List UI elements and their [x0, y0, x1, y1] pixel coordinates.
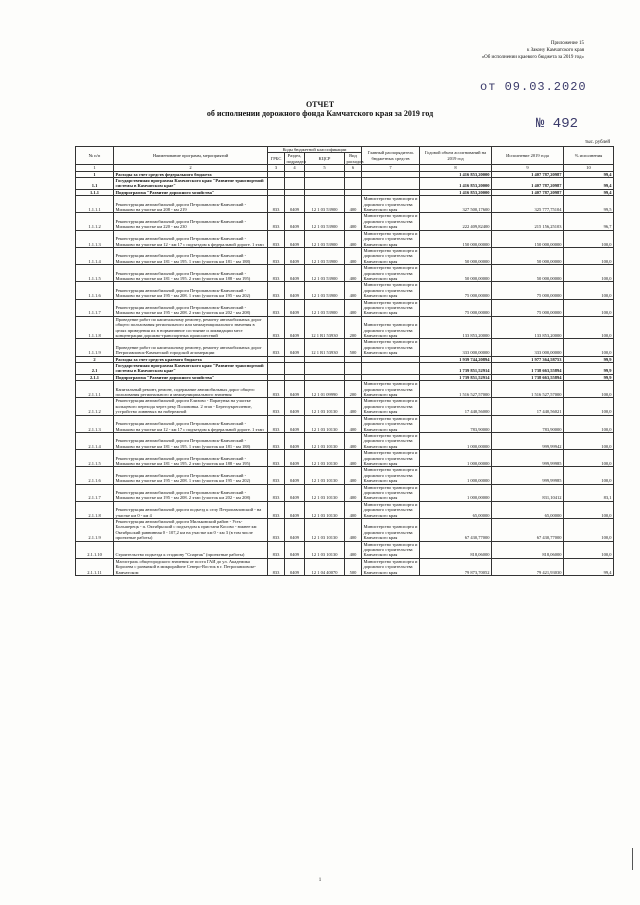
cell-name: Реконструкция автомобильной дороги Петропавловск-Камчатский - Мильково на участке км 208 - км 219	[114, 196, 268, 213]
table-row	[76, 213, 614, 230]
cell-num: 2.1	[76, 363, 114, 375]
cell-vr: 400	[345, 282, 362, 299]
table-row	[76, 541, 614, 558]
cell-name: Реконструкция автомобильной дороги Петропавловск-Камчатский - Мильково на участке км 181 - км 195. 2 этап (участок км 188 - км 195)	[114, 450, 268, 467]
col-vr: Вид расходов	[346, 153, 364, 164]
cell-razd: 0409	[285, 196, 305, 213]
cell-pct: 100,0	[564, 247, 614, 264]
cell-name: Реконструкция автомобильной дороги Петропавловск-Камчатский - Мильково на участке км 220 - км 230	[114, 213, 268, 230]
cell-num: 1.1.1.9	[76, 339, 114, 356]
col-exec: Исполнение 2019 года	[492, 147, 564, 165]
column-number: 8	[420, 165, 492, 171]
cell-total: 327 500,17600	[420, 196, 492, 213]
cell-vr: 400	[345, 196, 362, 213]
cell-grbs: 833	[268, 432, 285, 449]
cell-rec: Министерство транспорта и дорожного строительства Камчатского края	[362, 299, 420, 316]
cell-rec: Министерство транспорта и дорожного строительства Камчатского края	[362, 381, 420, 398]
cell-num: 1.1.1.7	[76, 299, 114, 316]
cell-name: Реконструкция автомобильной дороги подъезд к селу Петропавловский - на участке км 0 - км 4	[114, 501, 268, 518]
cell-razd: 0409	[285, 339, 305, 356]
cell-grbs	[268, 363, 285, 375]
cell-name: Реконструкция автомобильной дороги Петропавловск-Камчатский - Мильково на участке км 181 - км 195. 1 этап (участок км 181 - км 188)	[114, 432, 268, 449]
cell-num: 1.1.1.3	[76, 230, 114, 247]
cell-pct: 100,0	[564, 415, 614, 432]
cell-grbs: 833	[268, 299, 285, 316]
cell-razd: 0409	[285, 381, 305, 398]
table-row	[76, 501, 614, 518]
table-row	[76, 484, 614, 501]
cell-pct: 100,0	[564, 299, 614, 316]
cell-razd: 0409	[285, 415, 305, 432]
cell-pct: 100,0	[564, 398, 614, 415]
cell-name: Реконструкция автомобильной дороги Петропавловск-Камчатский - Мильково на участке км 195 - км 208. 2 этап (участок км 202 - км 208)	[114, 299, 268, 316]
cell-csr	[305, 178, 345, 190]
unit-label: тыс. рублей	[585, 140, 610, 145]
cell-grbs: 833	[268, 230, 285, 247]
cell-num: 2.1.1.3	[76, 415, 114, 432]
cell-razd: 0409	[285, 467, 305, 484]
cell-total: 222 409,82400	[420, 213, 492, 230]
table-row	[76, 299, 614, 316]
cell-csr: 12 1 03 10130	[305, 398, 345, 415]
cell-name: Расходы за счет средств краевого бюджета	[114, 356, 268, 362]
cell-vr: 500	[345, 339, 362, 356]
cell-name: Реконструкция автомобильной дороги Елизово - Паратунка на участке кольцевого перехода через реку Половинка. 2 этап - Берегоукрепление, устройство ливневых на набережной	[114, 398, 268, 415]
cell-pct: 100,0	[564, 265, 614, 282]
header-line-1: Приложение 15	[550, 41, 584, 46]
table-row	[76, 282, 614, 299]
cell-vr: 400	[345, 398, 362, 415]
cell-razd	[285, 178, 305, 190]
header-line-3: «Об исполнении краевого бюджета за 2019 год»	[481, 55, 584, 60]
cell-vr: 400	[345, 299, 362, 316]
column-number: 4	[285, 165, 305, 171]
cell-pct: 99,4	[564, 189, 614, 195]
cell-rec: Министерство транспорта и дорожного строительства Камчатского края	[362, 501, 420, 518]
cell-exec: 999,99942	[492, 432, 564, 449]
cell-num: 2.1.1	[76, 374, 114, 380]
cell-pct: 100,0	[564, 230, 614, 247]
cell-rec: Министерство транспорта и дорожного строительства Камчатского края	[362, 398, 420, 415]
cell-pct: 100,0	[564, 282, 614, 299]
cell-num: 1.1.1.8	[76, 316, 114, 339]
cell-grbs	[268, 178, 285, 190]
cell-vr: 400	[345, 415, 362, 432]
cell-num: 2.1.1.10	[76, 541, 114, 558]
cell-rec: Министерство транспорта и дорожного строительства Камчатского края	[362, 484, 420, 501]
cell-grbs: 833	[268, 541, 285, 558]
cell-csr: 12 1 03 53900	[305, 265, 345, 282]
cell-csr: 12 1 04 40070	[305, 558, 345, 575]
cell-exec: 65,00000	[492, 501, 564, 518]
cell-exec: 50 000,00000	[492, 247, 564, 264]
cell-vr: 200	[345, 316, 362, 339]
cell-name: Магистраль общегородского значения от поста ГАИ до ул. Академика Королева с развязкой в микрорайоне Северо-Восток в г. Петропавловске-Камчатском	[114, 558, 268, 575]
cell-csr: 12 1 03 53900	[305, 196, 345, 213]
cell-rec: Министерство транспорта и дорожного строительства Камчатского края	[362, 282, 420, 299]
cell-csr: 12 1 R1 53930	[305, 339, 345, 356]
cell-csr: 12 1 01 09990	[305, 381, 345, 398]
cell-total: 1 516 527,57000	[420, 381, 492, 398]
cell-csr: 12 1 03 53900	[305, 299, 345, 316]
cell-total: 1 000,00000	[420, 484, 492, 501]
column-number: 5	[305, 165, 345, 171]
cell-pct: 100,0	[564, 541, 614, 558]
cell-name: Реконструкция автомобильной дороги Петропавловск-Камчатский - Мильково на участке км 181 - км 195. 2 этап (участок км 188 - км 195)	[114, 265, 268, 282]
table-row	[76, 196, 614, 213]
cell-name: Государственная программа Камчатского края "Развитие транспортной системы в Камчатском крае"	[114, 363, 268, 375]
col-csr: КЦСР	[305, 153, 345, 165]
column-number: 2	[114, 165, 268, 171]
cell-exec: 215 156,25103	[492, 213, 564, 230]
cell-vr: 400	[345, 450, 362, 467]
cell-exec: 783,90000	[492, 415, 564, 432]
cell-razd: 0409	[285, 558, 305, 575]
cell-grbs: 833	[268, 484, 285, 501]
cell-exec: 50 000,00000	[492, 265, 564, 282]
cell-exec: 1 738 663,55894	[492, 374, 564, 380]
cell-total: 1 416 853,20000	[420, 189, 492, 195]
cell-razd: 0409	[285, 213, 305, 230]
cell-name: Реконструкция автомобильной дороги Петропавловск-Камчатский - Мильково на участке км 12 - км 17 с подъездом к федеральной дороге. 1 этап	[114, 415, 268, 432]
cell-num: 1.1.1.6	[76, 282, 114, 299]
cell-total: 333 000,00000	[420, 339, 492, 356]
cell-exec: 17 440,56021	[492, 398, 564, 415]
cell-total: 79 873,70052	[420, 558, 492, 575]
table-row	[76, 558, 614, 575]
header-row-1	[76, 147, 614, 153]
cell-pct: 96,7	[564, 213, 614, 230]
cell-total: 1 416 853,20000	[420, 178, 492, 190]
cell-total: 1 000,00000	[420, 450, 492, 467]
col-codes: Коды бюджетной классификации	[268, 147, 362, 153]
cell-vr: 400	[345, 501, 362, 518]
cell-num: 1.1	[76, 178, 114, 190]
table-row	[76, 398, 614, 415]
cell-vr: 400	[345, 519, 362, 542]
cell-exec: 818,06000	[492, 541, 564, 558]
cell-pct: 100,0	[564, 316, 614, 339]
cell-razd: 0409	[285, 299, 305, 316]
cell-vr: 400	[345, 230, 362, 247]
cell-csr: 12 1 R1 53930	[305, 316, 345, 339]
cell-exec: 1 407 787,20987	[492, 178, 564, 190]
cell-csr: 12 1 03 10130	[305, 541, 345, 558]
cell-razd: 0409	[285, 501, 305, 518]
table-row	[76, 247, 614, 264]
cell-rec: Министерство транспорта и дорожного строительства Камчатского края	[362, 415, 420, 432]
cell-grbs: 833	[268, 213, 285, 230]
cell-rec: Министерство транспорта и дорожного строительства Камчатского края	[362, 316, 420, 339]
cell-exec: 831,10412	[492, 484, 564, 501]
cell-num: 1	[76, 171, 114, 177]
table-row	[76, 467, 614, 484]
cell-exec: 333 000,00000	[492, 339, 564, 356]
cell-exec: 1 977 364,58753	[492, 356, 564, 362]
cell-name: Проведение работ по капитальному ремонту, ремонту автомобильных дорог Петропавловск-Камчатской городской агломерации	[114, 339, 268, 356]
table-row	[76, 519, 614, 542]
cell-razd: 0409	[285, 450, 305, 467]
cell-rec: Министерство транспорта и дорожного строительства Камчатского края	[362, 558, 420, 575]
cell-total: 1 000,00000	[420, 432, 492, 449]
cell-total: 50 000,00000	[420, 265, 492, 282]
table-row	[76, 432, 614, 449]
cell-num: 2.1.1.2	[76, 398, 114, 415]
cell-name: Реконструкция автомобильной дороги Петропавловск-Камчатский - Мильково на участке км 12 - км 17 с подъездом к федеральной дороге. 1 этап	[114, 230, 268, 247]
col-total: Годовой объем ассигнований на 2019 год	[420, 147, 492, 165]
table-row	[76, 265, 614, 282]
cell-name: Расходы за счет средств федерального бюджета	[114, 171, 268, 177]
cell-rec: Министерство транспорта и дорожного строительства Камчатского края	[362, 450, 420, 467]
cell-vr: 400	[345, 247, 362, 264]
cell-total: 50 000,00000	[420, 247, 492, 264]
cell-name: Реконструкция автомобильной дороги Петропавловск-Камчатский - Мильково на участке км 195 - км 208. 1 этап (участок км 195 - км 202)	[114, 282, 268, 299]
cell-rec: Министерство транспорта и дорожного строительства Камчатского края	[362, 467, 420, 484]
cell-csr: 12 1 03 10130	[305, 467, 345, 484]
col-num: № п/п	[76, 147, 114, 165]
table-body	[76, 171, 614, 575]
table-row	[76, 316, 614, 339]
cell-vr: 400	[345, 432, 362, 449]
header-block	[394, 40, 584, 61]
cell-razd: 0409	[285, 265, 305, 282]
cell-total: 1 739 851,52914	[420, 363, 492, 375]
cell-grbs: 833	[268, 501, 285, 518]
table-row	[76, 230, 614, 247]
cell-pct: 99,9	[564, 363, 614, 375]
table-row	[76, 363, 614, 375]
cell-vr: 200	[345, 381, 362, 398]
cell-grbs: 833	[268, 519, 285, 542]
table-row	[76, 450, 614, 467]
cell-rec: Министерство транспорта и дорожного строительства Камчатского края	[362, 265, 420, 282]
cell-total: 1 739 851,52914	[420, 374, 492, 380]
cell-num: 2.1.1.6	[76, 467, 114, 484]
cell-name: Проведение работ по капитальному ремонту, ремонту автомобильных дорог общего пользования регионального или межмуниципального значения в целях приведения их в нормативное состояние и ликвидации мест концентрации дорожно-транспортных происшествий	[114, 316, 268, 339]
cell-total: 150 000,00000	[420, 230, 492, 247]
cell-name: Реконструкция автомобильной дороги Петропавловск-Камчатский - Мильково на участке км 181 - км 195. 1 этап (участок км 181 - км 188)	[114, 247, 268, 264]
fund-table	[75, 146, 614, 576]
cell-csr: 12 1 03 10130	[305, 519, 345, 542]
cell-pct: 99,9	[564, 374, 614, 380]
cell-exec: 79 421,93030	[492, 558, 564, 575]
column-number: 3	[268, 165, 285, 171]
cell-exec: 1 738 663,55894	[492, 363, 564, 375]
cell-csr: 12 1 03 53900	[305, 213, 345, 230]
cell-csr: 12 1 03 53900	[305, 282, 345, 299]
column-number: 7	[362, 165, 420, 171]
cell-pct: 99,9	[564, 356, 614, 362]
cell-csr: 12 1 03 53900	[305, 230, 345, 247]
cell-name: Реконструкция автомобильной дороги Петропавловск-Камчатский - Мильково на участке км 195 - км 208. 1 этап (участок км 195 - км 202)	[114, 467, 268, 484]
cell-razd: 0409	[285, 519, 305, 542]
cell-vr	[345, 178, 362, 190]
cell-exec: 999,99985	[492, 467, 564, 484]
cell-vr	[345, 363, 362, 375]
cell-grbs: 833	[268, 339, 285, 356]
cell-total: 818,06000	[420, 541, 492, 558]
cell-grbs: 833	[268, 247, 285, 264]
column-number: 1	[76, 165, 114, 171]
cell-num: 2.1.1.9	[76, 519, 114, 542]
cell-exec: 67 430,77000	[492, 519, 564, 542]
cell-name: Подпрограмма "Развитие дорожного хозяйства"	[114, 374, 268, 380]
col-name: Наименование программ, мероприятий	[114, 147, 268, 165]
cell-csr	[305, 363, 345, 375]
cell-exec: 999,99985	[492, 450, 564, 467]
title-line-1: ОТЧЕТ	[305, 100, 335, 109]
cell-pct: 100,0	[564, 381, 614, 398]
cell-exec: 1 516 527,57000	[492, 381, 564, 398]
cell-num: 2.1.1.1	[76, 381, 114, 398]
cell-rec: Министерство транспорта и дорожного строительства Камчатского края	[362, 339, 420, 356]
cell-rec: Министерство транспорта и дорожного строительства Камчатского края	[362, 519, 420, 542]
cell-exec: 75 000,00000	[492, 299, 564, 316]
page-number: 1	[318, 878, 322, 883]
cell-total: 783,90000	[420, 415, 492, 432]
cell-name: Государственная программа Камчатского края "Развитие транспортной системы в Камчатском крае"	[114, 178, 268, 190]
cell-num: 2.1.1.7	[76, 484, 114, 501]
cell-name: Капитальный ремонт, ремонт, содержание автомобильных дорог общего пользования регионального и межмуниципального значения	[114, 381, 268, 398]
cell-pct: 99,4	[564, 171, 614, 177]
cell-rec: Министерство транспорта и дорожного строительства Камчатского края	[362, 213, 420, 230]
cell-razd: 0409	[285, 432, 305, 449]
cell-rec: Министерство транспорта и дорожного строительства Камчатского края	[362, 230, 420, 247]
cell-vr: 500	[345, 558, 362, 575]
number-stamp: № 492	[536, 116, 579, 132]
col-pct: % исполнения	[564, 147, 614, 165]
cell-razd: 0409	[285, 316, 305, 339]
cell-pct: 99,5	[564, 196, 614, 213]
cell-razd: 0409	[285, 541, 305, 558]
cell-rec	[362, 178, 420, 190]
cell-total: 65,00000	[420, 501, 492, 518]
column-number: 6	[345, 165, 362, 171]
cell-total: 75 000,00000	[420, 282, 492, 299]
cell-grbs: 833	[268, 398, 285, 415]
cell-num: 2	[76, 356, 114, 362]
cell-rec	[362, 363, 420, 375]
cell-grbs: 833	[268, 558, 285, 575]
table-row	[76, 415, 614, 432]
table-row	[76, 178, 614, 190]
cell-pct: 99,4	[564, 178, 614, 190]
cell-csr: 12 1 03 10130	[305, 501, 345, 518]
cell-pct: 99,4	[564, 558, 614, 575]
cell-num: 2.1.1.8	[76, 501, 114, 518]
cell-vr: 400	[345, 484, 362, 501]
cell-vr: 400	[345, 213, 362, 230]
cell-pct: 100,0	[564, 339, 614, 356]
cell-pct: 100,0	[564, 501, 614, 518]
col-grbs: ГРБС	[268, 153, 285, 165]
cell-exec: 1 407 787,20987	[492, 171, 564, 177]
cell-rec: Министерство транспорта и дорожного строительства Камчатского края	[362, 541, 420, 558]
cell-razd	[285, 363, 305, 375]
cell-grbs: 833	[268, 467, 285, 484]
cell-razd: 0409	[285, 247, 305, 264]
cell-grbs: 833	[268, 282, 285, 299]
cell-razd: 0409	[285, 230, 305, 247]
cell-pct: 100,0	[564, 467, 614, 484]
cell-grbs: 833	[268, 415, 285, 432]
cell-num: 2.1.1.5	[76, 450, 114, 467]
cell-pct: 100,0	[564, 519, 614, 542]
cell-grbs: 833	[268, 450, 285, 467]
col-recipient: Главный распорядитель бюджетных средств	[362, 147, 420, 165]
cell-pct: 83,1	[564, 484, 614, 501]
cell-total: 1 939 744,20894	[420, 356, 492, 362]
cell-vr: 400	[345, 541, 362, 558]
cell-num: 1.1.1.4	[76, 247, 114, 264]
document-title	[0, 100, 640, 118]
cell-grbs: 833	[268, 196, 285, 213]
cell-exec: 133 853,20000	[492, 316, 564, 339]
cell-grbs: 833	[268, 381, 285, 398]
cell-total: 67 430,77000	[420, 519, 492, 542]
cell-num: 2.1.1.11	[76, 558, 114, 575]
cell-vr: 400	[345, 265, 362, 282]
cell-pct: 100,0	[564, 432, 614, 449]
cell-csr: 12 1 03 10130	[305, 450, 345, 467]
cell-vr: 400	[345, 467, 362, 484]
cell-name: Подпрограмма "Развитие дорожного хозяйства"	[114, 189, 268, 195]
cell-num: 2.1.1.4	[76, 432, 114, 449]
cell-grbs: 833	[268, 316, 285, 339]
cell-razd: 0409	[285, 282, 305, 299]
cell-num: 1.1.1.2	[76, 213, 114, 230]
column-number: 9	[492, 165, 564, 171]
cell-name: Строительство подъезда к стадиону "Спартак" (проектные работы)	[114, 541, 268, 558]
cell-razd: 0409	[285, 484, 305, 501]
column-number: 10	[564, 165, 614, 171]
cell-num: 1.1.1.1	[76, 196, 114, 213]
cell-name: Реконструкция автомобильной дороги Петропавловск-Камчатский - Мильково на участке км 195 - км 208. 2 этап (участок км 202 - км 208)	[114, 484, 268, 501]
cell-csr: 12 1 03 53900	[305, 247, 345, 264]
table-row	[76, 339, 614, 356]
cell-total: 1 000,00000	[420, 467, 492, 484]
cell-num: 1.1.1	[76, 189, 114, 195]
cell-razd: 0409	[285, 398, 305, 415]
title-line-2: об исполнении дорожного фонда Камчатского края за 2019 год	[206, 109, 434, 118]
cell-grbs: 833	[268, 265, 285, 282]
cell-exec: 325 777,75104	[492, 196, 564, 213]
cell-name: Реконструкция автомобильной дороги Мильковский район - Усть-Большерецк - п. Октябрьский с подъездом к пристани Косово - южнее км Октябрьский равнинная 0 - 107,2 км на участке км 0 - км 3 (в том числе проектные работы)	[114, 519, 268, 542]
cell-total: 17 440,56000	[420, 398, 492, 415]
cell-num: 1.1.1.5	[76, 265, 114, 282]
cell-csr: 12 1 03 10130	[305, 415, 345, 432]
cell-total: 75 000,00000	[420, 299, 492, 316]
col-razd: Раздел, подраздел	[286, 153, 306, 164]
cell-csr: 12 1 03 10130	[305, 432, 345, 449]
table-row	[76, 381, 614, 398]
cell-exec: 150 000,00000	[492, 230, 564, 247]
header-line-2: к Закону Камчатского края	[526, 48, 584, 53]
date-stamp: от 09.03.2020	[480, 80, 587, 94]
cell-exec: 1 407 787,20987	[492, 189, 564, 195]
cell-total: 1 416 853,20000	[420, 171, 492, 177]
cell-exec: 75 000,00000	[492, 282, 564, 299]
cell-pct: 100,0	[564, 450, 614, 467]
cell-rec: Министерство транспорта и дорожного строительства Камчатского края	[362, 247, 420, 264]
cell-rec: Министерство транспорта и дорожного строительства Камчатского края	[362, 432, 420, 449]
cell-total: 133 853,20000	[420, 316, 492, 339]
signature-mark	[632, 848, 639, 870]
cell-rec: Министерство транспорта и дорожного строительства Камчатского края	[362, 196, 420, 213]
cell-csr: 12 1 03 10130	[305, 484, 345, 501]
